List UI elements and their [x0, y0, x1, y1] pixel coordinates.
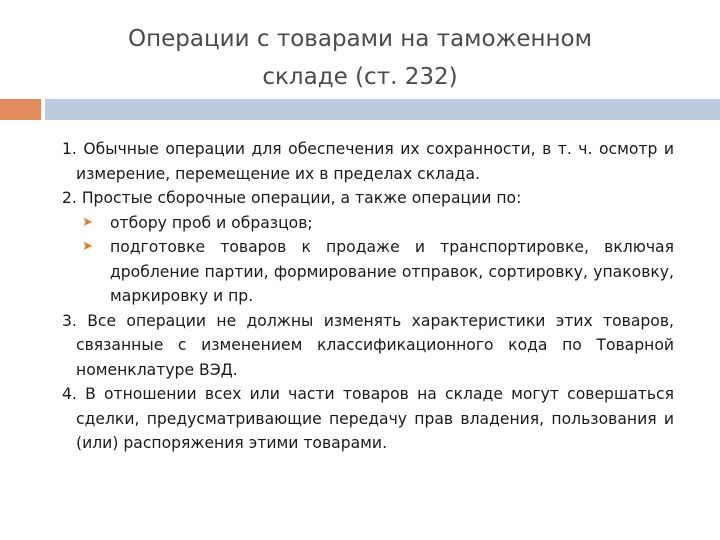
sub-bullet-2	[62, 235, 674, 309]
list-item-3: 3. Все операции не должны изменять характеристики этих товаров, связанные с изменением классификационного кода по Товарной номенклатуре ВЭД.	[62, 311, 674, 379]
slide-title-line1: Операции с товарами на таможенном	[128, 26, 592, 52]
sub-bullet-1-text: отбору проб и образцов;	[110, 213, 313, 232]
list-item-4: 4. В отношении всех или части товаров на складе могут совершаться сделки, предусматривающие передачу прав владения, пользования и (или) распоряжения этими товарами.	[62, 385, 674, 452]
arrow-bullet-icon: ➤	[82, 239, 93, 254]
accent-bar-blue	[45, 99, 720, 120]
slide-title	[60, 20, 660, 96]
accent-bar-orange	[0, 99, 41, 120]
slide-body	[62, 137, 674, 456]
arrow-bullet-icon: ➤	[82, 214, 93, 230]
sub-bullet-2-text: подготовке товаров к продаже и транспортировке, включая дробление партии, формирование отправок, сортировку, упаковку, маркировку и пр.	[110, 238, 674, 305]
slide-title-line2: складе (ст. 232)	[262, 64, 458, 90]
list-item-2: 2. Простые сборочные операции, а также операции по:	[62, 189, 522, 207]
list-item-1: 1. Обычные операции для обеспечения их сохранности, в т. ч. осмотр и измерение, перемещение их в пределах склада.	[62, 140, 674, 183]
sub-bullet-1	[62, 211, 674, 236]
